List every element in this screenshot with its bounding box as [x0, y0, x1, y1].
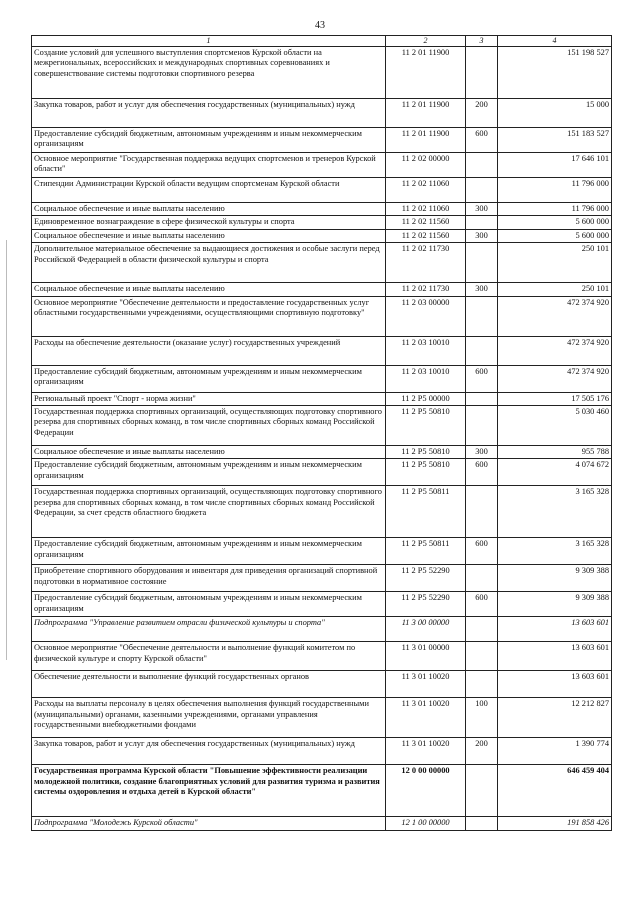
page-number: 43: [315, 20, 325, 31]
table-row: [32, 698, 612, 738]
row-amount-cell: 13 603 601: [498, 617, 612, 642]
row-name-cell: Государственная поддержка спортивных организаций, осуществляющих подготовку спортивного резерва для спортивных сборных команд, в том числе спортивных сборных команд Российской Федерации, за счет средств областного бюджета: [32, 486, 386, 538]
row-name-cell: Расходы на обеспечение деятельности (оказание услуг) государственных учреждений: [32, 336, 386, 365]
row-amount-cell: 5 030 460: [498, 406, 612, 446]
row-code-cell: 11 2 02 11560: [386, 229, 466, 242]
table-row: [32, 153, 612, 178]
row-code-cell: 11 2 03 00000: [386, 296, 466, 336]
row-amount-cell: 191 858 426: [498, 817, 612, 830]
row-code-cell: 11 2 02 11730: [386, 283, 466, 296]
row-type-cell: [466, 671, 498, 698]
header-col-4: 4: [498, 36, 612, 47]
row-name-cell: Предоставление субсидий бюджетным, автономным учреждениям и иным некоммерческим организациям: [32, 459, 386, 486]
row-name-cell: Приобретение спортивного оборудования и инвентаря для приведения организаций спортивной подготовки в нормативное состояние: [32, 565, 386, 592]
row-code-cell: 11 3 01 00000: [386, 642, 466, 671]
row-code-cell: 12 1 00 00000: [386, 817, 466, 830]
row-type-cell: [466, 178, 498, 203]
table-row: [32, 617, 612, 642]
row-type-cell: [466, 765, 498, 817]
row-amount-cell: 250 101: [498, 243, 612, 283]
table-row: [32, 565, 612, 592]
table-row: [32, 486, 612, 538]
table-row: [32, 47, 612, 99]
row-name-cell: Обеспечение деятельности и выполнение функций государственных органов: [32, 671, 386, 698]
row-amount-cell: 646 459 404: [498, 765, 612, 817]
row-name-cell: Региональный проект "Спорт - норма жизни": [32, 392, 386, 405]
row-type-cell: [466, 153, 498, 178]
row-type-cell: [466, 565, 498, 592]
row-code-cell: 11 2 Р5 50811: [386, 538, 466, 565]
row-name-cell: Создание условий для успешного выступления спортсменов Курской области на межрегиональных, всероссийских и международных спортивных соревнованиях и совершенствование системы подготовки спортивного резерва: [32, 47, 386, 99]
row-name-cell: Предоставление субсидий бюджетным, автономным учреждениям и иным некоммерческим организациям: [32, 365, 386, 392]
row-code-cell: 11 3 01 10020: [386, 698, 466, 738]
row-type-cell: [466, 642, 498, 671]
row-amount-cell: 1 390 774: [498, 738, 612, 765]
row-name-cell: Расходы на выплаты персоналу в целях обеспечения выполнения функций государственными (муниципальными) органами, казенными учреждениями, органами управления государственными внебюджетными фондами: [32, 698, 386, 738]
row-code-cell: 12 0 00 00000: [386, 765, 466, 817]
row-code-cell: 11 2 02 11060: [386, 203, 466, 216]
header-col-1: 1: [32, 36, 386, 47]
row-code-cell: 11 3 01 10020: [386, 738, 466, 765]
header-col-2: 2: [386, 36, 466, 47]
row-name-cell: Предоставление субсидий бюджетным, автономным учреждениям и иным некоммерческим организациям: [32, 538, 386, 565]
row-name-cell: Подпрограмма "Управление развитием отрасли физической культуры и спорта": [32, 617, 386, 642]
row-code-cell: 11 2 Р5 50810: [386, 406, 466, 446]
table-header-row: [32, 36, 612, 47]
row-amount-cell: 13 603 601: [498, 642, 612, 671]
row-name-cell: Закупка товаров, работ и услуг для обеспечения государственных (муниципальных) нужд: [32, 99, 386, 128]
row-type-cell: 300: [466, 229, 498, 242]
row-code-cell: 11 2 Р5 00000: [386, 392, 466, 405]
row-type-cell: [466, 486, 498, 538]
scan-margin-line: [6, 240, 7, 660]
table-row: [32, 243, 612, 283]
row-type-cell: [466, 817, 498, 830]
row-type-cell: [466, 296, 498, 336]
row-amount-cell: 11 796 000: [498, 203, 612, 216]
row-type-cell: 300: [466, 203, 498, 216]
row-amount-cell: 15 000: [498, 99, 612, 128]
row-code-cell: 11 2 02 11560: [386, 216, 466, 229]
row-code-cell: 11 2 01 11900: [386, 128, 466, 153]
row-name-cell: Закупка товаров, работ и услуг для обеспечения государственных (муниципальных) нужд: [32, 738, 386, 765]
header-col-3: 3: [466, 36, 498, 47]
row-type-cell: [466, 392, 498, 405]
row-amount-cell: 3 165 328: [498, 486, 612, 538]
row-amount-cell: 5 600 000: [498, 229, 612, 242]
row-code-cell: 11 2 Р5 52290: [386, 592, 466, 617]
row-name-cell: Основное мероприятие "Обеспечение деятельности и выполнение функций комитетом по физической культуре и спорту Курской области": [32, 642, 386, 671]
row-amount-cell: 5 600 000: [498, 216, 612, 229]
row-amount-cell: 9 309 388: [498, 592, 612, 617]
row-code-cell: 11 2 Р5 52290: [386, 565, 466, 592]
row-code-cell: 11 3 01 10020: [386, 671, 466, 698]
row-type-cell: [466, 47, 498, 99]
table-row: [32, 538, 612, 565]
row-code-cell: 11 2 02 11060: [386, 178, 466, 203]
table-row: [32, 406, 612, 446]
row-name-cell: Предоставление субсидий бюджетным, автономным учреждениям и иным некоммерческим организациям: [32, 128, 386, 153]
row-type-cell: 600: [466, 128, 498, 153]
row-amount-cell: 11 796 000: [498, 178, 612, 203]
row-amount-cell: 12 212 827: [498, 698, 612, 738]
row-type-cell: 600: [466, 538, 498, 565]
row-name-cell: Единовременное вознаграждение в сфере физической культуры и спорта: [32, 216, 386, 229]
row-amount-cell: 9 309 388: [498, 565, 612, 592]
row-name-cell: Стипендии Администрации Курской области ведущим спортсменам Курской области: [32, 178, 386, 203]
row-type-cell: 200: [466, 99, 498, 128]
budget-table: [31, 35, 612, 831]
table-row: [32, 178, 612, 203]
row-code-cell: 11 2 03 10010: [386, 336, 466, 365]
table-row: [32, 216, 612, 229]
row-amount-cell: 151 198 527: [498, 47, 612, 99]
table-row: [32, 817, 612, 830]
table-row: [32, 671, 612, 698]
row-code-cell: 11 2 01 11900: [386, 47, 466, 99]
row-amount-cell: 17 646 101: [498, 153, 612, 178]
row-type-cell: 300: [466, 446, 498, 459]
table-row: [32, 365, 612, 392]
row-type-cell: 200: [466, 738, 498, 765]
table-row: [32, 765, 612, 817]
row-name-cell: Предоставление субсидий бюджетным, автономным учреждениям и иным некоммерческим организациям: [32, 592, 386, 617]
row-name-cell: Социальное обеспечение и иные выплаты населению: [32, 203, 386, 216]
row-code-cell: 11 3 00 00000: [386, 617, 466, 642]
row-type-cell: [466, 216, 498, 229]
row-name-cell: Основное мероприятие "Обеспечение деятельности и предоставление государственных услуг областными государственными учреждениями, осуществляющими спортивную подготовку": [32, 296, 386, 336]
row-code-cell: 11 2 Р5 50810: [386, 446, 466, 459]
row-name-cell: Социальное обеспечение и иные выплаты населению: [32, 229, 386, 242]
row-amount-cell: 151 183 527: [498, 128, 612, 153]
row-type-cell: [466, 336, 498, 365]
table-row: [32, 392, 612, 405]
table-row: [32, 642, 612, 671]
row-type-cell: 300: [466, 283, 498, 296]
row-code-cell: 11 2 02 11730: [386, 243, 466, 283]
row-type-cell: 100: [466, 698, 498, 738]
row-code-cell: 11 2 02 00000: [386, 153, 466, 178]
row-name-cell: Дополнительное материальное обеспечение за выдающиеся достижения и особые заслуги перед Российской Федерацией в области физической культуры и спорта: [32, 243, 386, 283]
row-type-cell: 600: [466, 459, 498, 486]
table-row: [32, 99, 612, 128]
row-type-cell: [466, 406, 498, 446]
row-code-cell: 11 2 Р5 50811: [386, 486, 466, 538]
row-code-cell: 11 2 03 10010: [386, 365, 466, 392]
table-row: [32, 128, 612, 153]
row-name-cell: Государственная поддержка спортивных организаций, осуществляющих подготовку спортивного резерва для спортивных сборных команд, в том числе спортивных сборных команд Российской Федерации: [32, 406, 386, 446]
row-type-cell: 600: [466, 365, 498, 392]
row-name-cell: Основное мероприятие "Государственная поддержка ведущих спортсменов и тренеров Курской области": [32, 153, 386, 178]
table-row: [32, 459, 612, 486]
row-code-cell: 11 2 Р5 50810: [386, 459, 466, 486]
row-type-cell: [466, 243, 498, 283]
table-row: [32, 446, 612, 459]
row-type-cell: [466, 617, 498, 642]
row-amount-cell: 3 165 328: [498, 538, 612, 565]
row-amount-cell: 13 603 601: [498, 671, 612, 698]
row-name-cell: Социальное обеспечение и иные выплаты населению: [32, 446, 386, 459]
table-row: [32, 592, 612, 617]
row-amount-cell: 472 374 920: [498, 336, 612, 365]
table-row: [32, 203, 612, 216]
row-type-cell: 600: [466, 592, 498, 617]
table-row: [32, 738, 612, 765]
row-amount-cell: 472 374 920: [498, 296, 612, 336]
row-code-cell: 11 2 01 11900: [386, 99, 466, 128]
row-amount-cell: 955 788: [498, 446, 612, 459]
table-row: [32, 229, 612, 242]
table-row: [32, 296, 612, 336]
row-amount-cell: 250 101: [498, 283, 612, 296]
row-amount-cell: 4 074 672: [498, 459, 612, 486]
table-row: [32, 283, 612, 296]
row-name-cell: Социальное обеспечение и иные выплаты населению: [32, 283, 386, 296]
row-name-cell: Подпрограмма "Молодежь Курской области": [32, 817, 386, 830]
row-amount-cell: 17 505 176: [498, 392, 612, 405]
table-row: [32, 336, 612, 365]
row-name-cell: Государственная программа Курской области "Повышение эффективности реализации молодежной политики, создание благоприятных условий для развития туризма и развития системы оздоровления и отдыха детей в Курской области": [32, 765, 386, 817]
row-amount-cell: 472 374 920: [498, 365, 612, 392]
